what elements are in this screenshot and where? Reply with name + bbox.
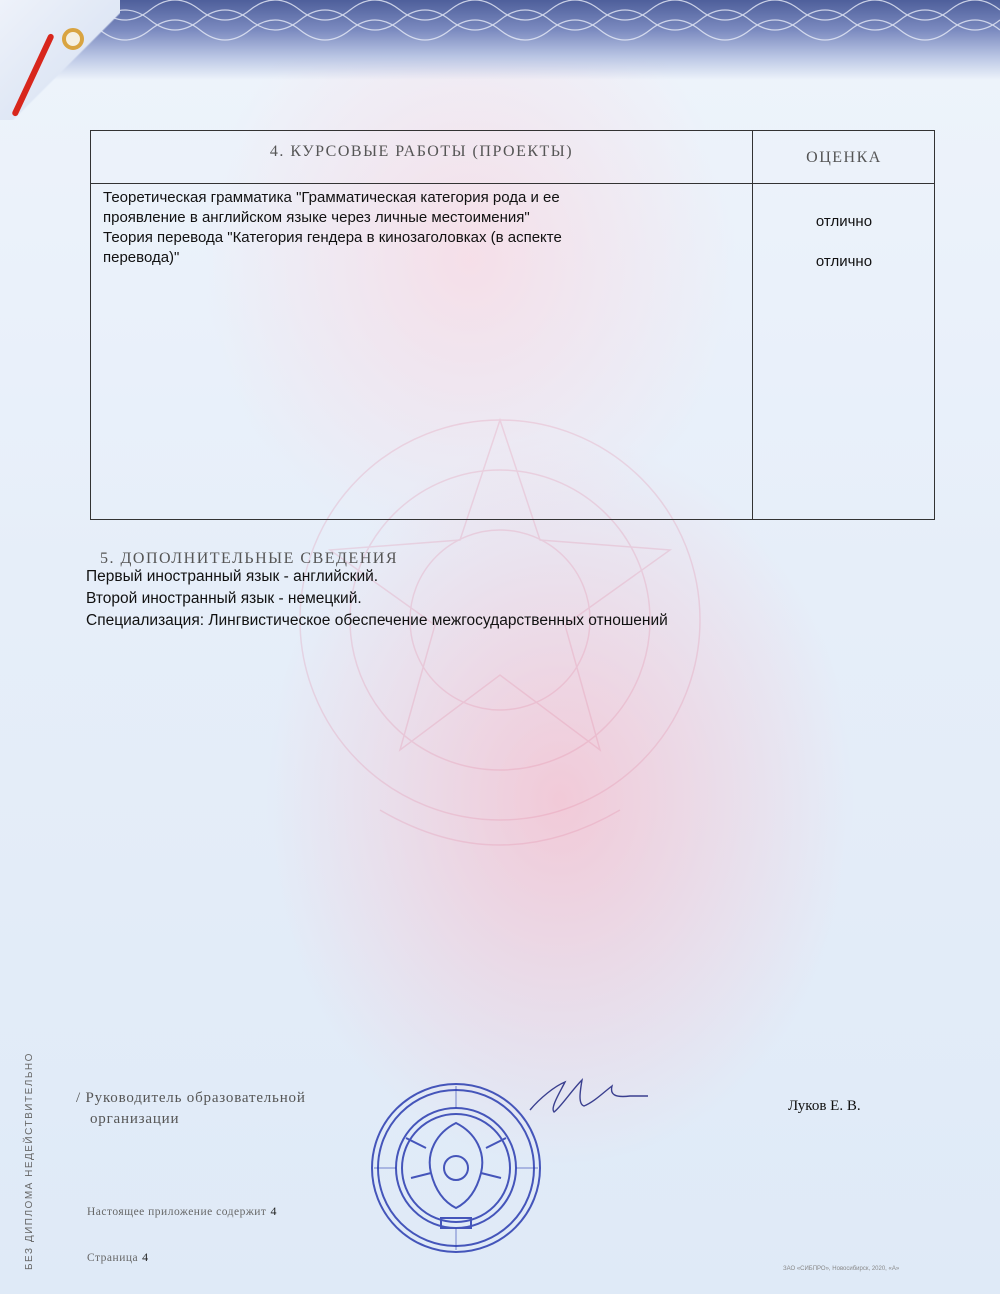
signatory-title-line: организации	[90, 1111, 180, 1127]
additional-info-line: Первый иностранный язык - английский.	[86, 568, 379, 585]
signatory-title	[76, 1088, 306, 1130]
coursework-section-title: 4. КУРСОВЫЕ РАБОТЫ (ПРОЕКТЫ)	[269, 143, 574, 160]
signatory-title-line: / Руководитель образовательной	[76, 1090, 306, 1106]
additional-info-line: Специализация: Лингвистическое обеспечение межгосударственных отношений	[86, 612, 668, 629]
page-number-label: Страница	[87, 1252, 139, 1264]
official-seal	[366, 1078, 546, 1258]
decorative-top-band	[0, 0, 1000, 80]
page-number-value: 4	[142, 1250, 149, 1264]
coursework-title-line: перевода)"	[103, 249, 180, 266]
coursework-item	[103, 228, 743, 268]
coursework-title-line: проявление в английском языке через личные местоимения"	[103, 209, 530, 226]
additional-info-line: Второй иностранный язык - немецкий.	[86, 590, 362, 607]
coursework-grade: отлично	[815, 253, 873, 270]
signatory-name: Луков Е. В.	[788, 1098, 861, 1114]
page-count-label: Настоящее приложение содержит	[87, 1206, 267, 1218]
handwritten-signature	[520, 1068, 660, 1128]
printer-imprint: ЗАО «СИБПРО», Новосибирск, 2020, «А»	[783, 1266, 900, 1272]
table-column-divider	[752, 131, 753, 519]
coursework-title-line: Теоретическая грамматика "Грамматическая категория рода и ее	[103, 189, 560, 206]
coursework-item	[103, 188, 743, 228]
coursework-title-line: Теория перевода "Категория гендера в кинозаголовках (в аспекте	[103, 229, 562, 246]
coursework-grade: отлично	[815, 213, 873, 230]
page-count-value: 4	[270, 1204, 277, 1218]
grade-column-header: ОЦЕНКА	[806, 149, 882, 166]
additional-info-title: 5. ДОПОЛНИТЕЛЬНЫЕ СВЕДЕНИЯ	[100, 550, 398, 567]
guilloche-pattern	[0, 0, 1000, 60]
page-number-line	[87, 1250, 149, 1265]
table-header-divider	[91, 183, 934, 184]
coursework-list	[103, 188, 743, 268]
grommet-icon	[62, 28, 84, 50]
page-count-line	[87, 1204, 277, 1219]
validity-side-note: БЕЗ ДИПЛОМА НЕДЕЙСТВИТЕЛЬНО	[24, 1052, 35, 1270]
coursework-table	[90, 130, 935, 520]
